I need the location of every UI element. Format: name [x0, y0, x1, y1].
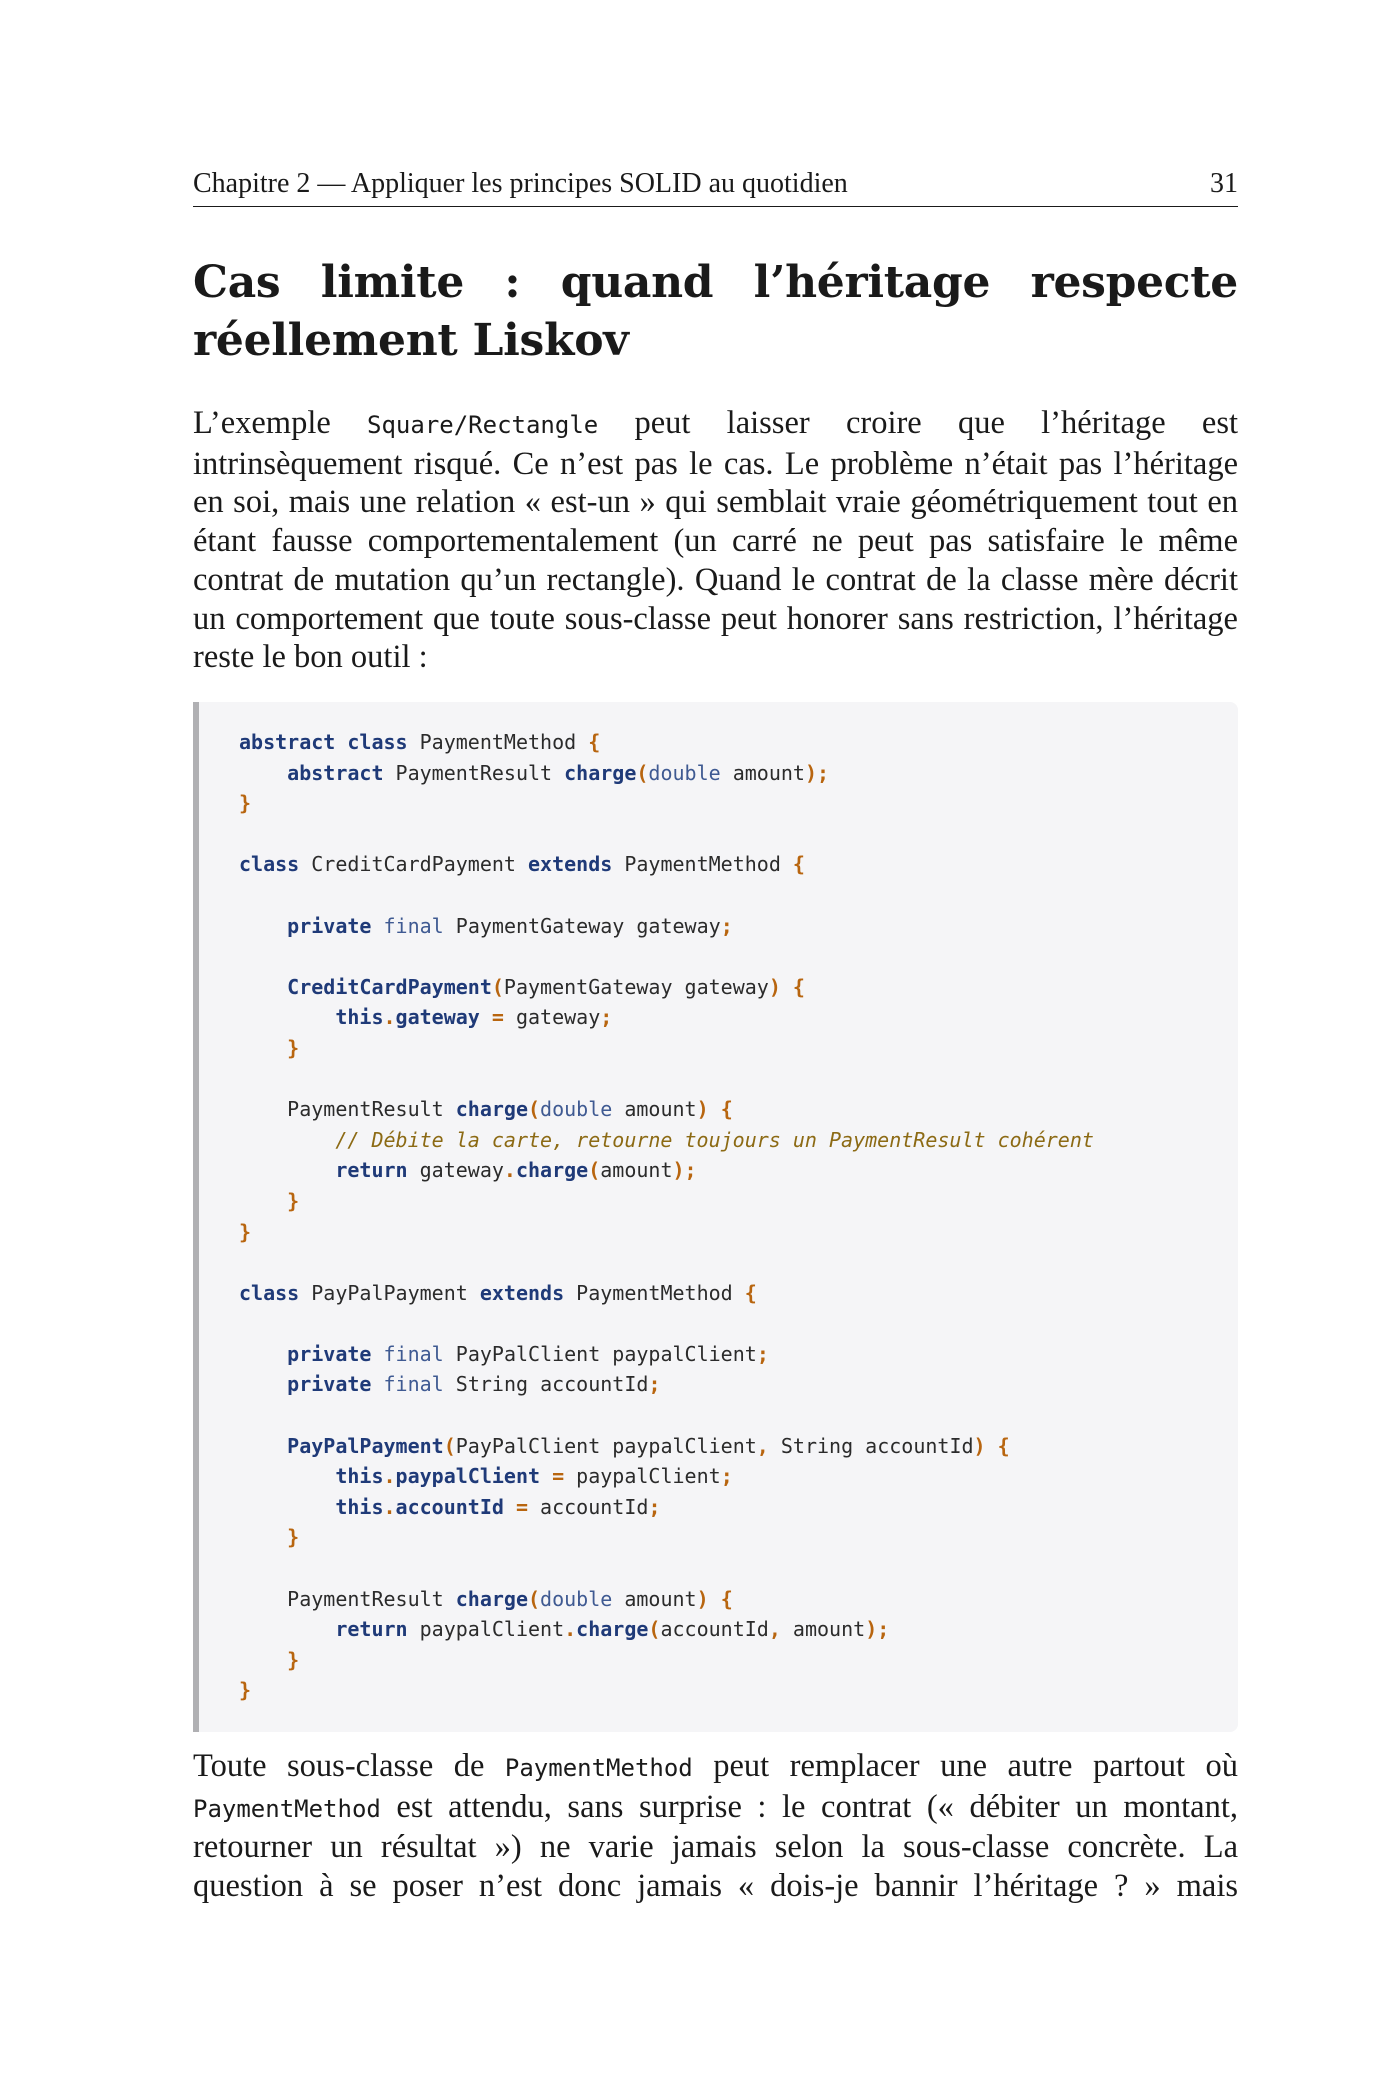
code-punct: (	[528, 1586, 541, 1611]
code-punct: {	[997, 1433, 1010, 1458]
code-text: gateway	[407, 1158, 504, 1183]
code-text: PayPalPayment	[299, 1280, 480, 1305]
code-type: double	[540, 1586, 613, 1611]
running-header	[193, 164, 1238, 207]
closing-paragraph	[193, 1747, 1238, 1906]
code-type: final	[383, 1372, 444, 1397]
intro-text-rest: peut laisser croire que l’héritage est intrinsèquement risqué. Ce n’est pas le cas. Le problème n’était pas l’héritage en soi, mais une relation « est-un » qui semblait vraie géométriquement tout en étant fausse comportementalement (un carré ne peut pas satisfaire le même contrat de mutation qu’un rectangle). Quand le contrat de la classe mère décrit un comportement que toute sous-classe peut honorer sans restriction, l’héritage reste le bon outil :	[193, 405, 1238, 676]
code-keyword: abstract class	[239, 730, 408, 754]
code-line	[239, 911, 1238, 942]
code-text	[371, 1342, 383, 1366]
code-text	[239, 1158, 335, 1182]
code-punct: }	[287, 1525, 300, 1550]
code-text: paypalClient	[564, 1464, 721, 1489]
code-line	[239, 1002, 1238, 1033]
code-text	[371, 914, 383, 938]
code-keyword: extends	[528, 852, 613, 877]
code-punct: )	[768, 974, 781, 999]
code-text	[239, 1434, 287, 1458]
code-punct: .	[564, 1617, 577, 1642]
code-punct: }	[239, 1678, 252, 1703]
code-keyword: class	[239, 852, 300, 877]
code-punct: );	[865, 1617, 890, 1642]
code-line	[239, 1492, 1238, 1523]
closing-text-3: est attendu, sans surprise : le contrat (« débiter un montant, retourner un résultat ») ne varie jamais selon la sous-classe concrète. La question à se poser n’est donc jamais « dois-je bannir l’héritage ? » mais	[193, 1788, 1238, 1905]
code-text	[239, 1005, 335, 1029]
code-punct: )	[696, 1586, 709, 1611]
code-line	[239, 727, 1238, 758]
code-text	[709, 1097, 721, 1121]
code-text	[239, 975, 287, 999]
code-line	[239, 819, 1238, 850]
code-line	[239, 1584, 1238, 1615]
code-punct: }	[287, 1188, 300, 1213]
code-text: amount	[780, 1617, 866, 1642]
section-title: Cas limite : quand l’héritage respecte réellement Liskov	[193, 257, 1238, 366]
code-keyword: this	[335, 1464, 384, 1489]
code-punct: ;	[720, 1464, 733, 1489]
code-punct: .	[383, 1464, 396, 1489]
closing-text-1: Toute sous-classe de	[193, 1748, 505, 1784]
code-keyword: extends	[479, 1280, 565, 1305]
code-keyword: private	[287, 1372, 372, 1397]
code-text: accountId	[528, 1494, 649, 1519]
code-text	[239, 1372, 287, 1396]
code-text: PayPalClient paypalClient	[443, 1341, 757, 1366]
code-line	[239, 1645, 1238, 1676]
code-text: PayPalClient paypalClient	[455, 1433, 757, 1458]
code-punct: {	[720, 1586, 733, 1611]
code-punct: =	[491, 1005, 504, 1030]
code-punct: .	[383, 1494, 396, 1519]
code-identifier: charge	[564, 760, 637, 785]
intro-text-start: L’exemple	[193, 405, 368, 441]
code-type: double	[648, 760, 721, 785]
code-line	[239, 1369, 1238, 1400]
code-identifier: PayPalPayment	[287, 1433, 444, 1458]
code-text: CreditCardPayment	[299, 852, 528, 877]
code-line	[239, 1278, 1238, 1309]
code-text	[986, 1434, 998, 1458]
code-punct: ,	[756, 1433, 769, 1458]
code-text	[239, 1036, 287, 1060]
code-punct: {	[588, 730, 601, 754]
code-text: PaymentMethod	[612, 852, 793, 877]
code-text: gateway	[503, 1005, 601, 1030]
code-identifier: CreditCardPayment	[287, 974, 492, 999]
code-punct: (	[588, 1158, 601, 1183]
code-line	[239, 1553, 1238, 1584]
code-line	[239, 880, 1238, 911]
code-text: String accountId	[443, 1372, 649, 1397]
code-punct: (	[491, 974, 504, 999]
code-text	[239, 1342, 287, 1366]
code-identifier: charge	[455, 1586, 528, 1611]
code-text: amount	[612, 1097, 697, 1122]
code-line	[239, 1217, 1238, 1248]
code-keyword: private	[287, 1341, 372, 1366]
code-punct: ;	[648, 1494, 661, 1519]
code-type: final	[383, 913, 444, 938]
code-text: amount	[600, 1158, 673, 1183]
inline-code-square-rectangle: Square/Rectangle	[367, 411, 599, 439]
code-line	[239, 1431, 1238, 1462]
code-text	[504, 1495, 516, 1519]
code-text	[239, 914, 287, 938]
code-punct: ;	[756, 1341, 769, 1366]
code-type: double	[540, 1097, 613, 1122]
intro-paragraph	[193, 404, 1238, 677]
code-punct: ;	[720, 913, 733, 938]
code-punct: }	[239, 1219, 252, 1244]
code-text: accountId	[660, 1617, 769, 1642]
code-punct: }	[287, 1035, 300, 1060]
code-keyword: this	[335, 1494, 384, 1519]
code-punct: (	[443, 1433, 456, 1458]
code-line	[239, 1155, 1238, 1186]
code-punct: (	[528, 1097, 541, 1122]
code-text	[239, 761, 287, 785]
inline-code-paymentmethod-2: PaymentMethod	[193, 1794, 381, 1823]
code-line	[239, 788, 1238, 819]
code-text: PaymentMethod	[407, 730, 589, 754]
code-identifier: charge	[576, 1617, 649, 1642]
code-text	[709, 1587, 721, 1611]
code-punct: .	[383, 1005, 396, 1030]
code-line	[239, 1064, 1238, 1095]
code-punct: =	[515, 1494, 529, 1519]
code-block	[193, 702, 1238, 1732]
code-punct: .	[503, 1158, 516, 1183]
code-line	[239, 1522, 1238, 1553]
code-punct: )	[973, 1433, 986, 1458]
code-line	[239, 941, 1238, 972]
code-identifier: charge	[455, 1097, 528, 1122]
code-punct: ,	[768, 1617, 781, 1642]
code-keyword: abstract	[287, 760, 384, 785]
code-line	[239, 1308, 1238, 1339]
code-punct: {	[792, 852, 805, 877]
code-keyword: this	[335, 1005, 384, 1030]
code-punct: );	[672, 1158, 697, 1183]
code-text: amount	[612, 1586, 697, 1611]
code-text	[239, 1525, 287, 1549]
code-keyword: return	[335, 1617, 408, 1642]
inline-code-paymentmethod-1: PaymentMethod	[504, 1754, 693, 1782]
code-type: final	[383, 1341, 444, 1366]
code-punct: {	[720, 1097, 733, 1122]
code-keyword: private	[287, 913, 372, 938]
code-text	[371, 1372, 383, 1396]
code-text	[239, 1128, 335, 1152]
code-text	[239, 1495, 335, 1519]
code-line	[239, 1033, 1238, 1064]
code-line	[239, 1247, 1238, 1278]
code-punct: }	[239, 791, 252, 816]
code-identifier: paypalClient	[395, 1464, 541, 1489]
code-line	[239, 1186, 1238, 1217]
code-punct: {	[744, 1280, 757, 1305]
code-text	[239, 1464, 335, 1488]
code-line	[239, 1400, 1238, 1431]
code-line	[239, 758, 1238, 789]
code-punct: ;	[600, 1005, 613, 1030]
code-text: amount	[720, 760, 805, 785]
code-text: PaymentGateway gateway	[443, 913, 721, 938]
code-text: PaymentResult	[383, 760, 565, 785]
code-text	[781, 975, 793, 999]
code-punct: (	[648, 1617, 661, 1642]
code-text: PaymentGateway gateway	[503, 974, 769, 999]
code-line	[239, 1461, 1238, 1492]
code-punct: ;	[648, 1372, 661, 1397]
code-punct: }	[287, 1647, 300, 1672]
code-punct: {	[792, 974, 805, 999]
code-text	[239, 1189, 287, 1213]
code-punct: =	[552, 1464, 565, 1489]
code-punct: )	[696, 1097, 709, 1122]
code-keyword: class	[239, 1280, 300, 1305]
code-identifier: charge	[515, 1158, 589, 1183]
code-text: paypalClient	[407, 1617, 565, 1642]
code-punct: (	[636, 760, 649, 785]
code-keyword: return	[335, 1158, 408, 1183]
code-punct: );	[804, 760, 830, 785]
code-text: PaymentResult	[239, 1586, 456, 1611]
code-comment: // Débite la carte, retourne toujours un PaymentResult cohérent	[335, 1127, 1094, 1152]
code-identifier: accountId	[395, 1494, 504, 1519]
code-line	[239, 1094, 1238, 1125]
page-number: 31	[1210, 168, 1238, 199]
code-text: PaymentResult	[239, 1097, 456, 1122]
code-line	[239, 1675, 1238, 1706]
code-text	[239, 1648, 287, 1672]
code-line	[239, 1339, 1238, 1370]
code-text: PaymentMethod	[564, 1280, 745, 1305]
code-line	[239, 1614, 1238, 1645]
closing-text-2: peut remplacer une autre partout où	[692, 1748, 1238, 1784]
code-text	[540, 1464, 552, 1488]
code-text: String accountId	[768, 1433, 974, 1458]
code-line	[239, 1125, 1238, 1156]
code-line	[239, 849, 1238, 880]
code-line	[239, 972, 1238, 1003]
code-identifier: gateway	[395, 1005, 480, 1030]
code-text	[239, 1617, 335, 1641]
chapter-title: Chapitre 2 — Appliquer les principes SOLID au quotidien	[193, 168, 848, 199]
code-text	[480, 1005, 492, 1029]
